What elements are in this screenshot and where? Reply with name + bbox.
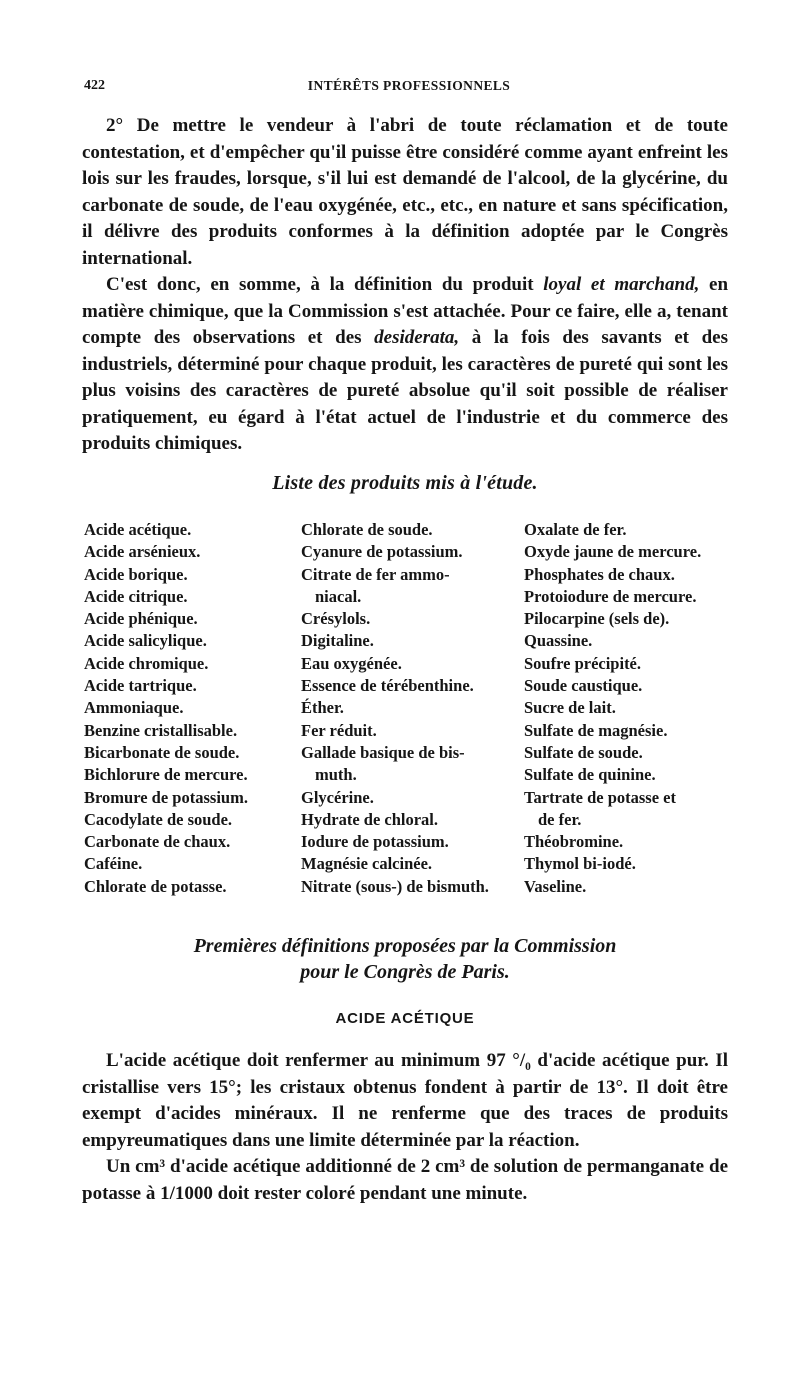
product-list-item: Soufre précipité.	[524, 653, 642, 673]
product-list-item: Tartrate de potasse et	[524, 787, 676, 807]
definitions-title	[82, 933, 728, 985]
product-list-item: muth.	[315, 765, 357, 785]
product-list-item: Thymol bi-iodé.	[524, 854, 636, 874]
product-list-item: Eau oxygénée.	[301, 653, 402, 673]
definition-paragraph-2: Un cm³ d'acide acétique additionné de 2 cm³ de solution de permanganate de potasse à 1/1000 doit rester coloré pendant une minute.	[82, 1156, 728, 1204]
definitions-title-line-2: pour le Congrès de Paris.	[300, 961, 510, 983]
product-list-item: Acide tartrique.	[84, 676, 197, 696]
product-list-item: Acide phénique.	[84, 609, 198, 629]
product-list-item: Iodure de potassium.	[301, 832, 449, 852]
product-list-item: Sulfate de magnésie.	[524, 720, 668, 740]
product-list-item: Acide citrique.	[84, 586, 188, 606]
page-number: 422	[84, 78, 105, 93]
product-list-item: Acide borique.	[84, 564, 188, 584]
intro-p2-text-c: en matière chimique, que la Commission s'est attachée. Pour ce faire, elle a, tenant compte des observations et des	[82, 274, 729, 348]
product-list-item: Soude caustique.	[524, 676, 643, 696]
product-list-item: Quassine.	[524, 631, 593, 651]
product-list-item: Citrate de fer ammo-	[301, 564, 450, 584]
definition-paragraph-1: L'acide acétique doit renfermer au minimum 97 °/₀ d'acide acétique pur. Il cristallise vers 15°; les cristaux obtenus fondent à partir de 13°. Il doit être exempt d'acides minéraux. Il ne renferme que des traces de produits empyreumatiques dans une limite déterminée par la réaction.	[82, 1050, 728, 1151]
product-list-item: Caféine.	[84, 854, 143, 874]
product-list-column-1	[84, 519, 294, 898]
product-list-item: Acide acétique.	[84, 520, 192, 539]
product-list-item: Glycérine.	[301, 787, 374, 807]
product-list-item: Phosphates de chaux.	[524, 564, 675, 584]
intro-p2-text-a: C'est donc, en somme, à la définition du produit	[106, 274, 544, 295]
product-list-item: Sulfate de quinine.	[524, 765, 656, 785]
definitions-title-line-1: Premières définitions proposées par la Commission	[193, 935, 617, 957]
intro-text	[82, 113, 728, 458]
product-list-item: Vaseline.	[524, 876, 587, 896]
product-list-item: Hydrate de chloral.	[301, 809, 439, 829]
product-list-item: Carbonate de chaux.	[84, 832, 231, 852]
intro-p2-italic-loyal: loyal et marchand,	[543, 274, 700, 295]
intro-p2-text-e: à la fois des savants et des industriels, déterminé pour chaque produit, les caractères de pureté qui sont les plus voisins des caractères de pureté absolue qu'il soit possible de réaliser pratiquement, eu égard à l'état actuel de l'industrie et du commerce des produits chimiques.	[82, 327, 729, 454]
product-list-item: Cacodylate de soude.	[84, 809, 233, 829]
product-list-item: Chlorate de potasse.	[84, 876, 227, 896]
product-list-column-2	[301, 519, 521, 898]
product-list-item: Essence de térébenthine.	[301, 676, 474, 696]
product-list-item: Bichlorure de mercure.	[84, 765, 248, 785]
product-list-item: Ammoniaque.	[84, 698, 184, 718]
product-list-item: Sulfate de soude.	[524, 742, 643, 762]
product-list-item: Acide arsénieux.	[84, 542, 201, 562]
product-list-item: Acide chromique.	[84, 653, 209, 673]
section-heading-acide-acetique: ACIDE ACÉTIQUE	[335, 1010, 475, 1027]
intro-p2-italic-desiderata: desiderata,	[374, 327, 460, 348]
product-list-item: Digitaline.	[301, 631, 374, 651]
product-list-item: niacal.	[315, 586, 362, 606]
product-list-item: Théobromine.	[524, 832, 624, 852]
intro-paragraph-2	[82, 272, 728, 458]
running-head: INTÉRÊTS PROFESSIONNELS	[307, 78, 511, 93]
product-list-title: Liste des produits mis à l'étude.	[272, 472, 538, 494]
product-list-item: Sucre de lait.	[524, 698, 616, 718]
product-list-item: Oxalate de fer.	[524, 520, 627, 539]
product-list-item: Fer réduit.	[301, 720, 377, 740]
product-list-item: Benzine cristallisable.	[84, 720, 238, 740]
intro-paragraph-1: 2° De mettre le vendeur à l'abri de toute réclamation et de toute contestation, et d'empêcher qu'il puisse être considéré comme ayant enfreint les lois sur les fraudes, lorsque, s'il lui est demandé de l'alcool, de la glycérine, du carbonate de soude, de l'eau oxygénée, etc., etc., en nature et sans spécification, il délivre des produits conformes à la définition adoptée par le Congrès international.	[82, 115, 728, 269]
product-list-column-3	[524, 519, 764, 898]
product-list-item: Bromure de potassium.	[84, 787, 248, 807]
product-list-item: Nitrate (sous-) de bismuth.	[301, 876, 489, 896]
definition-text	[82, 1048, 728, 1207]
product-list-item: Chlorate de soude.	[301, 520, 433, 539]
product-list-item: Éther.	[301, 698, 344, 718]
product-list-item: de fer.	[538, 809, 582, 829]
product-list-item: Crésylols.	[301, 609, 371, 629]
product-list-item: Bicarbonate de soude.	[84, 742, 240, 762]
product-list-item: Magnésie calcinée.	[301, 854, 433, 874]
product-list-item: Acide salicylique.	[84, 631, 207, 651]
product-list-item: Gallade basique de bis-	[301, 742, 465, 762]
product-list-item: Oxyde jaune de mercure.	[524, 542, 702, 562]
product-list-item: Pilocarpine (sels de).	[524, 609, 670, 629]
product-list-item: Protoiodure de mercure.	[524, 586, 697, 606]
product-list-item: Cyanure de potassium.	[301, 542, 463, 562]
page-header	[84, 78, 734, 100]
